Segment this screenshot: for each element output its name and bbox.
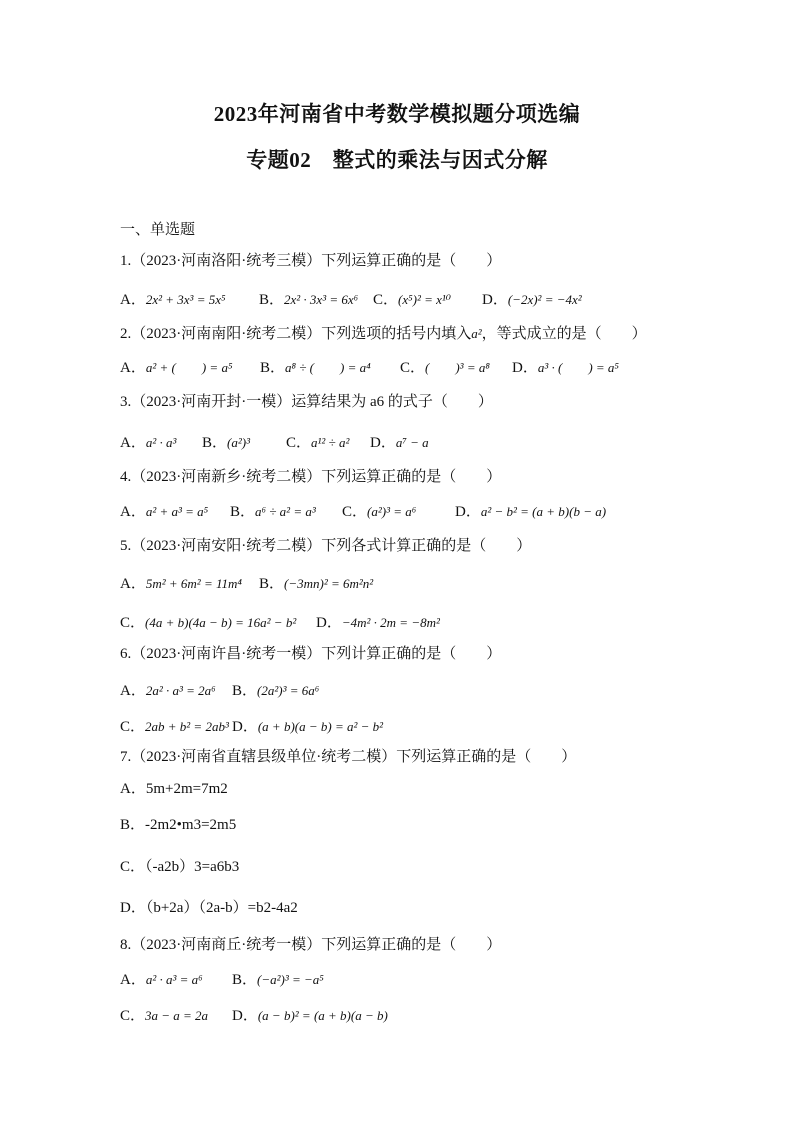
question-2-stem: 2.（2023·河南南阳·统考二模）下列选项的括号内填入a²，等式成立的是（ ） — [120, 326, 647, 342]
question-5-stem: 5.（2023·河南安阳·统考二模）下列各式计算正确的是（ ） — [120, 538, 532, 554]
option-d: D．−4m² · 2m = −8m² — [316, 615, 440, 631]
option-c: C．2ab + b² = 2ab³ — [120, 719, 229, 735]
option-b: B．2x² · 3x³ = 6x⁶ — [259, 292, 359, 308]
option-b: B．a⁶ ÷ a² = a³ — [230, 504, 316, 520]
option-d: D．(−2x)² = −4x² — [482, 292, 582, 308]
question-7-option-b: B．-2m2•m3=2m5 — [120, 817, 237, 833]
option-c: C．(4a + b)(4a − b) = 16a² − b² — [120, 615, 297, 631]
question-7-option-c: C．（-a2b）3=a6b3 — [120, 859, 240, 875]
option-a: A．2x² + 3x³ = 5x⁵ — [120, 292, 226, 308]
option-b: B．(−a²)³ = −a⁵ — [232, 972, 324, 988]
question-3-stem: 3.（2023·河南开封·一模）运算结果为 a6 的式子（ ） — [120, 394, 493, 410]
question-7-option-d: D．（b+2a）（2a-b）=b2-4a2 — [120, 900, 298, 916]
option-a: A．5m² + 6m² = 11m⁴ — [120, 576, 242, 592]
option-b: B．(−3mn)² = 6m²n² — [259, 576, 374, 592]
document-title: 2023年河南省中考数学模拟题分项选编 — [213, 102, 581, 126]
question-8-stem: 8.（2023·河南商丘·统考一模）下列运算正确的是（ ） — [120, 937, 502, 953]
section-heading: 一、单选题 — [120, 222, 196, 238]
option-b: B．(a²)³ — [202, 435, 250, 451]
option-c: C．a¹² ÷ a² — [286, 435, 350, 451]
option-a: A．a² + ( ) = a⁵ — [120, 360, 233, 376]
option-d: D．a² − b² = (a + b)(b − a) — [455, 504, 607, 520]
option-a: A．a² · a³ — [120, 435, 177, 451]
option-d: D．a³ · ( ) = a⁵ — [512, 360, 619, 376]
option-c: C．3a − a = 2a — [120, 1008, 209, 1024]
question-7-option-a: A．5m+2m=7m2 — [120, 781, 228, 797]
question-6-stem: 6.（2023·河南许昌·统考一模）下列计算正确的是（ ） — [120, 646, 502, 662]
option-a: A．2a² · a³ = 2a⁶ — [120, 683, 216, 699]
option-b: B．(2a²)³ = 6a⁶ — [232, 683, 320, 699]
option-a: A．a² + a³ = a⁵ — [120, 504, 209, 520]
question-1-stem: 1.（2023·河南洛阳·统考三模）下列运算正确的是（ ） — [120, 253, 502, 269]
document-subtitle: 专题02 整式的乘法与因式分解 — [246, 148, 548, 172]
option-d: D．(a − b)² = (a + b)(a − b) — [232, 1008, 388, 1024]
option-c: C．(x⁵)² = x¹⁰ — [373, 292, 452, 308]
question-4-stem: 4.（2023·河南新乡·统考二模）下列运算正确的是（ ） — [120, 469, 502, 485]
option-b: B．a⁸ ÷ ( ) = a⁴ — [260, 360, 371, 376]
option-d: D．(a + b)(a − b) = a² − b² — [232, 719, 384, 735]
option-c: C．( )³ = a⁸ — [400, 360, 490, 376]
option-c: C．(a²)³ = a⁶ — [342, 504, 417, 520]
option-d: D．a⁷ − a — [370, 435, 429, 451]
question-7-stem: 7.（2023·河南省直辖县级单位·统考二模）下列运算正确的是（ ） — [120, 749, 577, 765]
option-a: A．a² · a³ = a⁶ — [120, 972, 203, 988]
